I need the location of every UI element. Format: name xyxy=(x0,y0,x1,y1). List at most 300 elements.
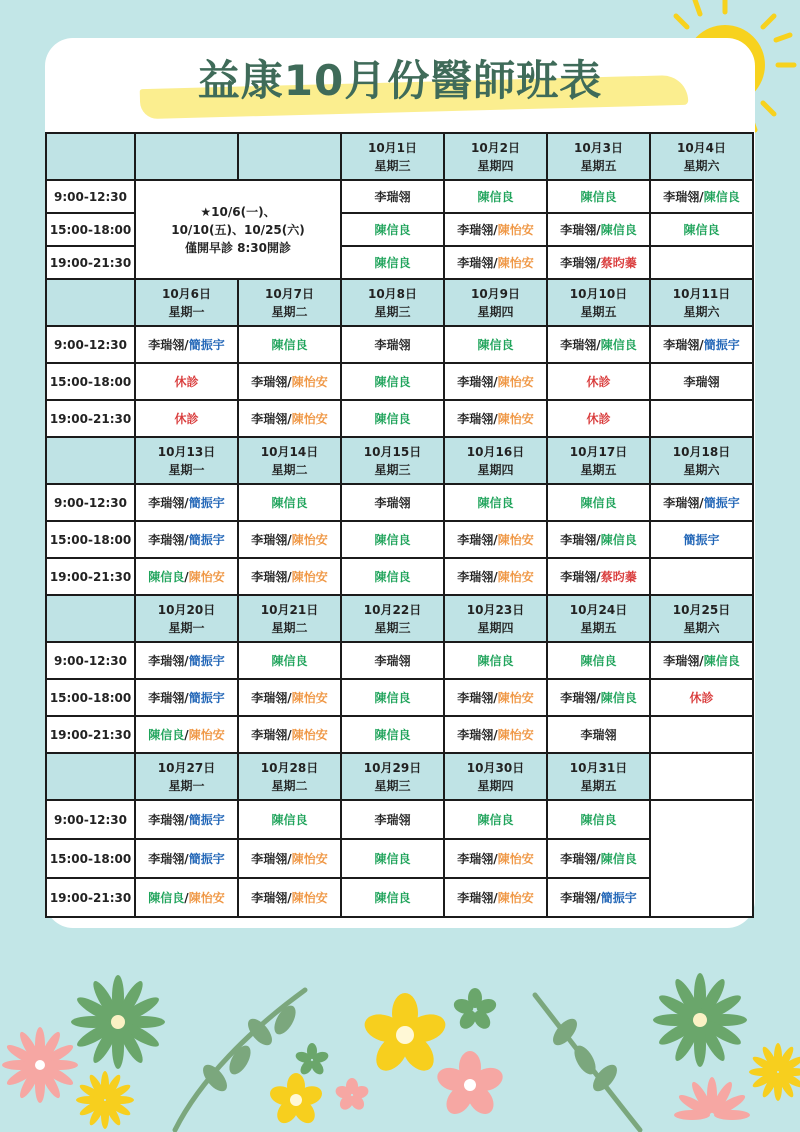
name-separator: / xyxy=(287,890,292,905)
schedule-cell xyxy=(650,521,753,558)
schedule-cell xyxy=(341,839,444,878)
doctor-name: 李瑞翎 xyxy=(251,532,288,547)
schedule-cell xyxy=(238,839,341,878)
schedule-cell xyxy=(341,800,444,839)
doctor-name: 李瑞翎 xyxy=(374,337,411,352)
schedule-cell xyxy=(547,213,650,246)
date-label: 10月20日 xyxy=(157,602,216,617)
date-header-cell xyxy=(341,279,444,326)
date-header-cell xyxy=(444,133,547,180)
doctor-name: 簡振宇 xyxy=(188,653,225,668)
doctor-name: 陳信良 xyxy=(580,495,617,510)
doctor-name: 簡振宇 xyxy=(188,812,225,827)
doctor-name: 李瑞翎 xyxy=(683,374,720,389)
schedule-cell xyxy=(341,521,444,558)
doctor-name: 陳怡安 xyxy=(497,569,534,584)
time-slot-label: 19:00-21:30 xyxy=(46,558,135,595)
date-header-cell xyxy=(341,753,444,800)
doctor-name: 陳怡安 xyxy=(291,690,328,705)
time-slot-label: 15:00-18:00 xyxy=(46,363,135,400)
name-separator: / xyxy=(184,690,189,705)
schedule-cell xyxy=(135,558,238,595)
doctor-name: 陳怡安 xyxy=(291,532,328,547)
doctor-name: 簡振宇 xyxy=(600,890,637,905)
schedule-cell xyxy=(444,642,547,679)
schedule-cell xyxy=(444,558,547,595)
name-separator: / xyxy=(184,653,189,668)
schedule-cell xyxy=(444,679,547,716)
doctor-name: 陳信良 xyxy=(271,653,308,668)
doctor-name: 陳信良 xyxy=(374,222,411,237)
time-slot-row xyxy=(46,642,753,679)
schedule-cell xyxy=(135,679,238,716)
date-label: 10月10日 xyxy=(569,286,628,301)
name-separator: / xyxy=(699,495,704,510)
schedule-cell xyxy=(341,642,444,679)
schedule-cell xyxy=(341,180,444,213)
schedule-cell xyxy=(238,800,341,839)
name-separator: / xyxy=(287,374,292,389)
doctor-name: 李瑞翎 xyxy=(457,411,494,426)
schedule-cell xyxy=(341,484,444,521)
time-slot-label: 15:00-18:00 xyxy=(46,839,135,878)
time-slot-label: 9:00-12:30 xyxy=(46,180,135,213)
header-blank-cell xyxy=(46,133,135,180)
name-separator: / xyxy=(493,690,498,705)
doctor-name: 簡振宇 xyxy=(188,337,225,352)
weekday-label: 星期六 xyxy=(683,304,720,319)
week-header-row xyxy=(46,753,753,800)
name-separator: / xyxy=(699,189,704,204)
notice-line1: ★10/6(一)、 xyxy=(200,204,276,219)
doctor-name: 陳信良 xyxy=(477,812,514,827)
name-separator: / xyxy=(493,727,498,742)
week-header-row xyxy=(46,437,753,484)
schedule-cell xyxy=(341,679,444,716)
schedule-cell xyxy=(444,800,547,839)
date-label: 10月25日 xyxy=(672,602,731,617)
doctor-name: 李瑞翎 xyxy=(560,222,597,237)
header-blank-cell xyxy=(46,595,135,642)
schedule-cell xyxy=(238,484,341,521)
doctor-name: 李瑞翎 xyxy=(148,690,185,705)
doctor-name: 陳怡安 xyxy=(291,890,328,905)
date-header-cell xyxy=(238,279,341,326)
schedule-cell xyxy=(547,642,650,679)
schedule-cell xyxy=(135,878,238,917)
time-slot-label: 9:00-12:30 xyxy=(46,484,135,521)
date-header-cell xyxy=(547,133,650,180)
schedule-cell xyxy=(341,558,444,595)
name-separator: / xyxy=(287,569,292,584)
weekday-label: 星期三 xyxy=(374,778,411,793)
schedule-cell xyxy=(238,363,341,400)
name-separator: / xyxy=(287,532,292,547)
doctor-name: 李瑞翎 xyxy=(148,851,185,866)
doctor-name: 陳信良 xyxy=(703,189,740,204)
date-header-cell xyxy=(444,279,547,326)
doctor-name: 簡振宇 xyxy=(188,851,225,866)
doctor-name: 陳怡安 xyxy=(188,890,225,905)
schedule-cell xyxy=(547,484,650,521)
date-header-cell xyxy=(341,437,444,484)
name-separator: / xyxy=(287,727,292,742)
schedule-cell xyxy=(547,716,650,753)
schedule-cell xyxy=(444,180,547,213)
time-slot-row xyxy=(46,558,753,595)
doctor-name: 陳信良 xyxy=(600,851,637,866)
doctor-name: 李瑞翎 xyxy=(148,337,185,352)
schedule-cell xyxy=(341,246,444,279)
time-slot-label: 9:00-12:30 xyxy=(46,326,135,363)
date-label: 10月7日 xyxy=(264,286,315,301)
schedule-cell xyxy=(650,558,753,595)
date-header-cell xyxy=(650,437,753,484)
date-label: 10月2日 xyxy=(470,140,521,155)
weekday-label: 星期四 xyxy=(477,158,514,173)
date-label: 10月11日 xyxy=(672,286,731,301)
header-blank-cell xyxy=(46,279,135,326)
doctor-name: 李瑞翎 xyxy=(457,727,494,742)
doctor-name: 李瑞翎 xyxy=(374,189,411,204)
week-header-row xyxy=(46,595,753,642)
doctor-name: 李瑞翎 xyxy=(560,337,597,352)
doctor-name: 陳信良 xyxy=(580,653,617,668)
schedule-cell xyxy=(547,839,650,878)
doctor-name: 李瑞翎 xyxy=(663,337,700,352)
name-separator: / xyxy=(493,890,498,905)
name-separator: / xyxy=(287,690,292,705)
doctor-name: 李瑞翎 xyxy=(560,890,597,905)
time-slot-row xyxy=(46,716,753,753)
weekday-label: 星期五 xyxy=(580,304,617,319)
schedule-cell xyxy=(650,679,753,716)
doctor-name: 簡振宇 xyxy=(188,532,225,547)
doctor-name: 陳信良 xyxy=(477,653,514,668)
schedule-cell xyxy=(547,558,650,595)
date-label: 10月23日 xyxy=(466,602,525,617)
doctor-name: 李瑞翎 xyxy=(148,653,185,668)
doctor-name: 簡振宇 xyxy=(703,495,740,510)
doctor-name: 李瑞翎 xyxy=(251,374,288,389)
date-header-cell xyxy=(547,437,650,484)
doctor-name: 陳信良 xyxy=(271,337,308,352)
schedule-cell xyxy=(650,246,753,279)
weekday-label: 星期五 xyxy=(580,462,617,477)
time-slot-row xyxy=(46,839,753,878)
weekday-label: 星期一 xyxy=(168,620,205,635)
date-label: 10月21日 xyxy=(260,602,319,617)
name-separator: / xyxy=(184,495,189,510)
schedule-cell xyxy=(135,800,238,839)
schedule-cell xyxy=(547,679,650,716)
weekday-label: 星期一 xyxy=(168,304,205,319)
schedule-cell xyxy=(650,363,753,400)
schedule-cell xyxy=(238,642,341,679)
schedule-cell xyxy=(547,521,650,558)
date-header-cell xyxy=(650,595,753,642)
time-slot-row xyxy=(46,400,753,437)
date-header-cell xyxy=(341,595,444,642)
week-header-row xyxy=(46,279,753,326)
date-header-cell xyxy=(444,595,547,642)
schedule-cell xyxy=(238,878,341,917)
doctor-name: 李瑞翎 xyxy=(251,727,288,742)
name-separator: / xyxy=(184,890,189,905)
schedule-cell xyxy=(444,839,547,878)
time-slot-row xyxy=(46,180,753,213)
doctor-name: 陳怡安 xyxy=(291,569,328,584)
date-header-cell xyxy=(238,133,341,180)
date-label: 10月24日 xyxy=(569,602,628,617)
schedule-cell xyxy=(135,839,238,878)
schedule-cell xyxy=(238,558,341,595)
name-separator: / xyxy=(184,569,189,584)
name-separator: / xyxy=(596,690,601,705)
time-slot-label: 15:00-18:00 xyxy=(46,213,135,246)
doctor-name: 陳怡安 xyxy=(497,255,534,270)
weekday-label: 星期一 xyxy=(168,778,205,793)
doctor-name: 李瑞翎 xyxy=(457,690,494,705)
name-separator: / xyxy=(493,851,498,866)
doctor-name: 簡振宇 xyxy=(188,495,225,510)
doctor-name: 陳怡安 xyxy=(291,727,328,742)
doctor-name: 陳怡安 xyxy=(291,851,328,866)
schedule-cell xyxy=(547,800,650,839)
doctor-name: 陳怡安 xyxy=(497,374,534,389)
doctor-name: 李瑞翎 xyxy=(457,569,494,584)
doctor-name: 陳信良 xyxy=(600,337,637,352)
date-header-cell xyxy=(135,279,238,326)
doctor-name: 陳怡安 xyxy=(497,727,534,742)
schedule-cell xyxy=(547,363,650,400)
doctor-name: 李瑞翎 xyxy=(663,495,700,510)
weekday-label: 星期三 xyxy=(374,158,411,173)
doctor-name: 李瑞翎 xyxy=(457,255,494,270)
date-label: 10月27日 xyxy=(157,760,216,775)
schedule-cell xyxy=(135,363,238,400)
weekday-label: 星期二 xyxy=(271,304,308,319)
name-separator: / xyxy=(596,222,601,237)
name-separator: / xyxy=(596,569,601,584)
doctor-name: 李瑞翎 xyxy=(560,255,597,270)
date-label: 10月17日 xyxy=(569,444,628,459)
name-separator: / xyxy=(493,569,498,584)
weekday-label: 星期五 xyxy=(580,620,617,635)
schedule-cell xyxy=(444,878,547,917)
doctor-name: 李瑞翎 xyxy=(251,569,288,584)
name-separator: / xyxy=(184,851,189,866)
weekday-label: 星期六 xyxy=(683,620,720,635)
doctor-name: 李瑞翎 xyxy=(457,890,494,905)
doctor-name: 陳怡安 xyxy=(188,569,225,584)
name-separator: / xyxy=(493,255,498,270)
schedule-cell xyxy=(238,716,341,753)
doctor-name: 蔡昀蓁 xyxy=(600,569,637,584)
date-label: 10月31日 xyxy=(569,760,628,775)
time-slot-row xyxy=(46,800,753,839)
doctor-name: 陳信良 xyxy=(600,222,637,237)
date-label: 10月3日 xyxy=(573,140,624,155)
doctor-name: 休診 xyxy=(586,374,611,389)
weekday-label: 星期六 xyxy=(683,158,720,173)
schedule-cell xyxy=(341,400,444,437)
time-slot-row xyxy=(46,363,753,400)
schedule-cell xyxy=(135,642,238,679)
schedule-cell xyxy=(547,246,650,279)
doctor-name: 陳信良 xyxy=(477,495,514,510)
date-label: 10月18日 xyxy=(672,444,731,459)
empty-cell xyxy=(650,800,753,917)
doctor-name: 陳信良 xyxy=(374,890,411,905)
doctor-name: 李瑞翎 xyxy=(457,851,494,866)
weekday-label: 星期二 xyxy=(271,462,308,477)
date-header-cell xyxy=(238,437,341,484)
doctor-name: 李瑞翎 xyxy=(580,727,617,742)
schedule-cell xyxy=(444,246,547,279)
doctor-name: 陳信良 xyxy=(477,337,514,352)
doctor-name: 李瑞翎 xyxy=(374,495,411,510)
time-slot-label: 9:00-12:30 xyxy=(46,642,135,679)
schedule-cell xyxy=(135,716,238,753)
weekday-label: 星期三 xyxy=(374,462,411,477)
doctor-name: 李瑞翎 xyxy=(663,653,700,668)
doctor-name: 陳信良 xyxy=(374,851,411,866)
doctor-name: 陳怡安 xyxy=(497,851,534,866)
schedule-cell xyxy=(444,363,547,400)
schedule-cell xyxy=(341,878,444,917)
name-separator: / xyxy=(699,337,704,352)
doctor-name: 休診 xyxy=(586,411,611,426)
schedule-cell xyxy=(444,484,547,521)
doctor-name: 陳信良 xyxy=(374,690,411,705)
doctor-name: 陳信良 xyxy=(148,890,185,905)
date-header-cell xyxy=(547,595,650,642)
doctor-name: 李瑞翎 xyxy=(251,851,288,866)
doctor-name: 蔡昀蓁 xyxy=(600,255,637,270)
doctor-name: 李瑞翎 xyxy=(251,411,288,426)
doctor-name: 陳信良 xyxy=(683,222,720,237)
doctor-name: 陳信良 xyxy=(600,690,637,705)
schedule-cell xyxy=(444,716,547,753)
schedule-cell xyxy=(444,326,547,363)
date-header-cell xyxy=(547,279,650,326)
date-header-cell xyxy=(238,595,341,642)
weekday-label: 星期二 xyxy=(271,778,308,793)
doctor-name: 李瑞翎 xyxy=(560,851,597,866)
time-slot-label: 15:00-18:00 xyxy=(46,679,135,716)
schedule-cell xyxy=(650,213,753,246)
date-header-cell xyxy=(444,437,547,484)
doctor-name: 李瑞翎 xyxy=(457,374,494,389)
doctor-name: 李瑞翎 xyxy=(148,532,185,547)
schedule-cell xyxy=(650,716,753,753)
time-slot-row xyxy=(46,878,753,917)
doctor-name: 李瑞翎 xyxy=(560,690,597,705)
doctor-name: 李瑞翎 xyxy=(560,569,597,584)
doctor-name: 陳信良 xyxy=(148,569,185,584)
doctor-name: 李瑞翎 xyxy=(560,532,597,547)
doctor-name: 陳信良 xyxy=(580,189,617,204)
date-header-cell xyxy=(444,753,547,800)
schedule-cell xyxy=(135,326,238,363)
doctor-name: 李瑞翎 xyxy=(148,812,185,827)
time-slot-label: 19:00-21:30 xyxy=(46,716,135,753)
doctor-name: 李瑞翎 xyxy=(148,495,185,510)
date-label: 10月16日 xyxy=(466,444,525,459)
doctor-name: 陳信良 xyxy=(374,255,411,270)
schedule-cell xyxy=(135,484,238,521)
doctor-name: 李瑞翎 xyxy=(663,189,700,204)
doctor-name: 休診 xyxy=(689,690,714,705)
weekday-label: 星期一 xyxy=(168,462,205,477)
schedule-cell xyxy=(238,521,341,558)
schedule-cell xyxy=(238,400,341,437)
name-separator: / xyxy=(184,337,189,352)
time-slot-label: 19:00-21:30 xyxy=(46,400,135,437)
doctor-name: 陳信良 xyxy=(580,812,617,827)
date-label: 10月8日 xyxy=(367,286,418,301)
doctor-name: 李瑞翎 xyxy=(251,690,288,705)
date-label: 10月15日 xyxy=(363,444,422,459)
doctor-name: 陳怡安 xyxy=(497,411,534,426)
name-separator: / xyxy=(699,653,704,668)
doctor-name: 陳信良 xyxy=(374,411,411,426)
doctor-name: 休診 xyxy=(174,374,199,389)
schedule-cell xyxy=(444,400,547,437)
schedule-cell xyxy=(341,363,444,400)
notice-line3: 僅開早診 8:30開診 xyxy=(184,240,292,255)
doctor-name: 陳怡安 xyxy=(291,411,328,426)
date-label: 10月22日 xyxy=(363,602,422,617)
name-separator: / xyxy=(493,411,498,426)
date-header-cell xyxy=(238,753,341,800)
doctor-name: 簡振宇 xyxy=(703,337,740,352)
doctor-name: 陳信良 xyxy=(600,532,637,547)
date-label: 10月4日 xyxy=(676,140,727,155)
doctor-name: 陳怡安 xyxy=(291,374,328,389)
date-header-cell xyxy=(135,595,238,642)
doctor-name: 簡振宇 xyxy=(683,532,720,547)
time-slot-row xyxy=(46,326,753,363)
doctor-name: 李瑞翎 xyxy=(457,532,494,547)
name-separator: / xyxy=(184,532,189,547)
doctor-name: 陳信良 xyxy=(374,374,411,389)
doctor-name: 陳怡安 xyxy=(497,690,534,705)
name-separator: / xyxy=(596,255,601,270)
name-separator: / xyxy=(596,890,601,905)
schedule-cell xyxy=(341,213,444,246)
name-separator: / xyxy=(493,374,498,389)
header-blank-cell xyxy=(46,437,135,484)
name-separator: / xyxy=(184,727,189,742)
schedule-cell xyxy=(238,326,341,363)
schedule-cell xyxy=(444,213,547,246)
schedule-cell xyxy=(341,326,444,363)
doctor-name: 陳怡安 xyxy=(497,532,534,547)
notice-line2: 10/10(五)、10/25(六) xyxy=(171,222,305,237)
doctor-name: 陳信良 xyxy=(477,189,514,204)
date-header-cell xyxy=(650,753,753,800)
time-slot-label: 9:00-12:30 xyxy=(46,800,135,839)
doctor-name: 陳怡安 xyxy=(497,222,534,237)
weekday-label: 星期二 xyxy=(271,620,308,635)
doctor-name: 陳怡安 xyxy=(188,727,225,742)
date-header-cell xyxy=(135,437,238,484)
flower-decoration xyxy=(0,960,800,1132)
doctor-name: 休診 xyxy=(174,411,199,426)
date-label: 10月14日 xyxy=(260,444,319,459)
